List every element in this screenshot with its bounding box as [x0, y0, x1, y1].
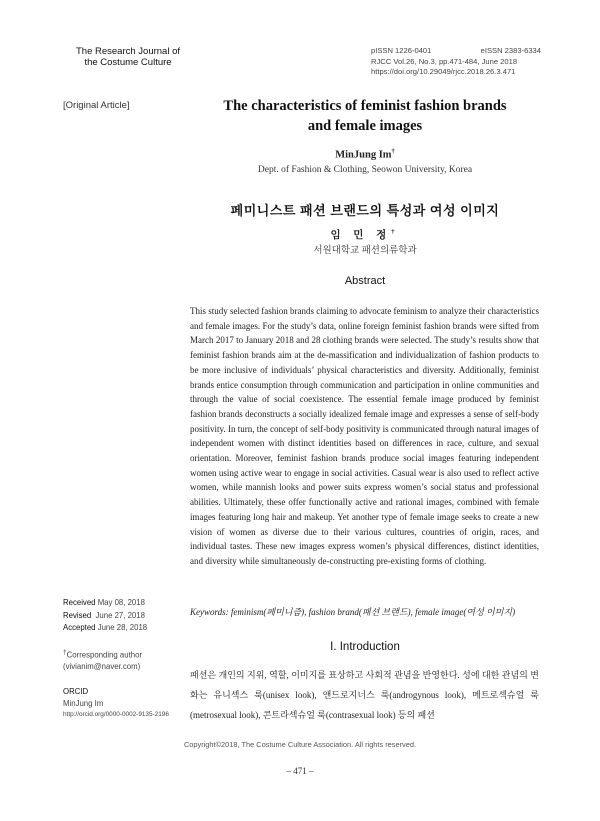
article-dates: [63, 597, 147, 635]
abstract-heading: Abstract: [344, 275, 386, 287]
corresponding-author-label: Corresponding author: [66, 650, 143, 660]
author-affiliation-korean: 서원대학교 패션의류학과: [313, 246, 417, 256]
paper-title-line2: and female images: [307, 118, 423, 134]
corresponding-author-mark: †: [63, 649, 67, 656]
orcid-block: [63, 686, 169, 721]
keywords: Keywords: feminism(페미니즘), fashion brand(패션 브랜드), female image(여성 이미지): [190, 607, 516, 617]
paper-title: [190, 96, 540, 136]
author-name-korean-text: 임 민 정: [330, 230, 392, 241]
introduction-heading: I. Introduction: [330, 641, 400, 653]
publication-meta: [371, 46, 541, 78]
revised-value: June 27, 2018: [95, 610, 145, 620]
journal-name-line1: The Research Journal of: [75, 46, 181, 57]
paper-title-line1: The characteristics of feminist fashion brands: [223, 98, 507, 114]
corresponding-author: [63, 647, 142, 673]
received-date: [63, 597, 147, 610]
accepted-value: June 28, 2018: [97, 623, 148, 632]
corresponding-mark-korean: †: [391, 228, 400, 236]
orcid-name: MinJung Im: [63, 698, 104, 708]
received-value: May 08, 2018: [97, 598, 145, 607]
page-number: – 471 –: [286, 766, 314, 776]
copyright-notice: Copyright©2018, The Costume Culture Association. All rights reserved.: [183, 740, 417, 749]
doi-link[interactable]: https://doi.org/10.29049/rjcc.2018.26.3.471: [371, 67, 516, 76]
revised-label: Revised: [63, 610, 92, 620]
accepted-label: Accepted: [63, 623, 96, 632]
author-name: [190, 148, 540, 161]
citation: RJCC Vol.26, No.3, pp.471-484, June 2018: [371, 56, 518, 66]
author-name-text: MinJung Im: [335, 149, 392, 161]
journal-name: [63, 46, 193, 68]
corresponding-author-line: [63, 647, 142, 661]
paper-title-korean: 페미니스트 패션 브랜드의 특성과 여성 이미지: [230, 203, 500, 218]
abstract-body: This study selected fashion brands claiming to advocate feminism to analyze their characteristics and female images. For the study’s data, online foreign feminist fashion brands were sifted from March 2017 to January 2018 and 28 clothing brands were selected. The study’s results show that feminist fashion brands aim at the de-massification and individualization of fashion products to be more inclusive of individuals’ physical characteristics and diversity. Additionally, feminist brands entice consumption through communication and participation in online communities and through the value of social coexistence. The essential female image produced by feminist fashion brands deconstructs a socially idealized female image and expresses a sense of self-body positivity. In turn, the concept of self-body positivity is communicated through natural images of independent women with distinct identities based on differences in race, culture, and sexual orientation. Moreover, feminist fashion brands produce social images featuring independent women using active wear to engage in social activities. Casual wear is also used to reflect active women, while mannish looks and power suits express women’s social status and professional abilities. Ultimately, these offer functionally active and rational images, combined with female images featuring long hair and makeup. Yet another type of female image seeks to create a new vision of women as diverse due to their various cultures, countries of origin, races, and individual tastes. These new images express women’s physical differences, distinct identities, and diversity while simultaneously de-constructing pre-existing forms of clothing.: [190, 306, 539, 566]
introduction-body: 패션은 개인의 지위, 역할, 이미지를 표상하고 사회적 관념을 반영한다. 성에 대한 관념의 변화는 유니섹스 룩(unisex look), 앤드로지너스 룩(androgynous look), 메트로섹슈얼 룩(metrosexual look), 콘트라섹슈얼 룩(contrasexual look) 등의 패션: [190, 670, 539, 720]
journal-name-line2: the Costume Culture: [84, 57, 172, 68]
author-name-korean: [190, 227, 540, 242]
revised-date: [63, 610, 147, 623]
eissn: eISSN 2383-6334: [480, 46, 541, 55]
author-affiliation: Dept. of Fashion & Clothing, Seowon University, Korea: [257, 165, 473, 175]
orcid-label: ORCID: [63, 687, 89, 696]
accepted-date: [63, 622, 147, 635]
corresponding-mark: †: [391, 148, 395, 155]
pissn: pISSN 1226-0401: [371, 46, 432, 55]
corresponding-author-email[interactable]: (vivianim@naver.com): [63, 662, 141, 672]
orcid-link[interactable]: http://orcid.org/0000-0002-9135-2196: [63, 711, 169, 718]
article-type: [Original Article]: [63, 100, 130, 111]
received-label: Received: [63, 598, 96, 607]
